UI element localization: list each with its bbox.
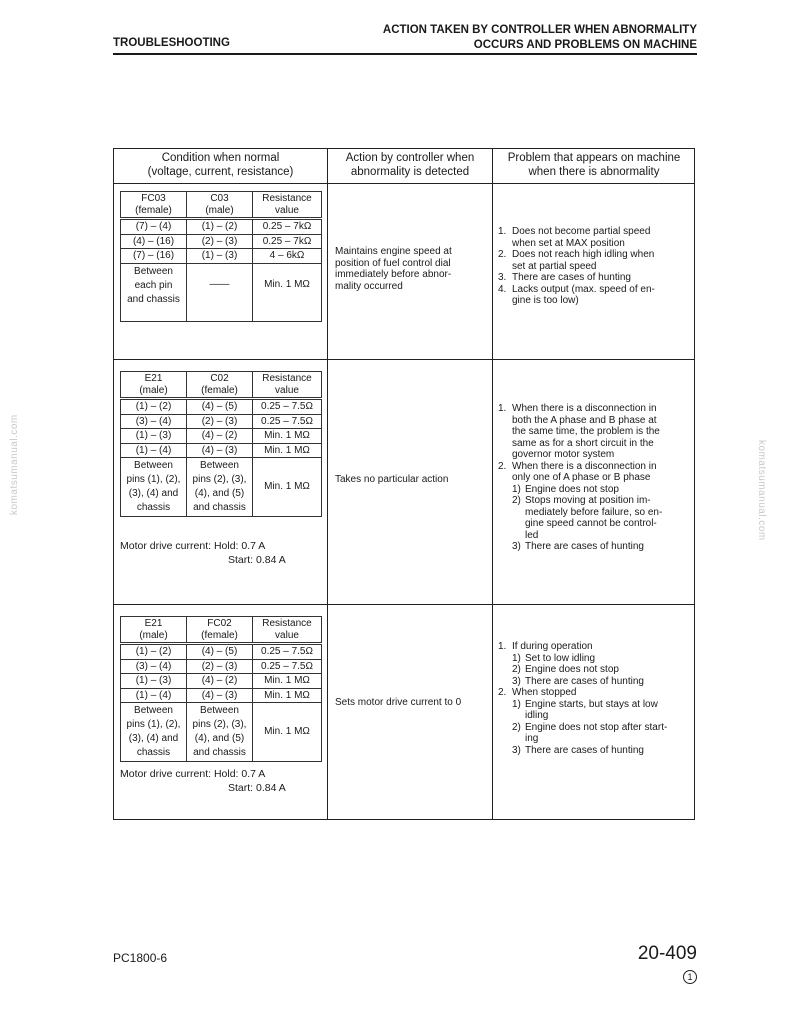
page-heading (383, 23, 697, 53)
resistance-table-e21-fc02 (120, 616, 322, 762)
motor-drive-current-2: Motor drive current: Hold: 0.7 A Start: 0.84 A (120, 768, 286, 794)
controller-action-1: Maintains engine speed at position of fuel control dial immediately before abnor- mality occurred (335, 246, 452, 292)
list-item: 1. If during operation (498, 641, 593, 652)
list-subitem: 3) There are cases of hunting (512, 675, 644, 687)
column-header-condition (114, 151, 327, 179)
table-row: (1) – (4) (4) – (3) Min. 1 MΩ (121, 688, 322, 703)
list-item: 1. Does not become partial speed when set at MAX position (498, 226, 651, 249)
column-header-action (328, 151, 492, 179)
list-subitem: 3) There are cases of hunting (512, 541, 644, 552)
watermark-right: komatsumanual.com (756, 440, 767, 541)
header-rule (113, 53, 697, 55)
column-header-action-line2: abnormality is detected (350, 166, 470, 178)
table-row: (1) – (2) (4) – (5) 0.25 – 7.5Ω (121, 644, 322, 660)
machine-problems-1 (498, 226, 694, 307)
list-item: 2. When stopped (498, 687, 577, 698)
resistance-table-header (121, 617, 322, 644)
troubleshooting-table (113, 148, 695, 820)
page-number: 20-409 (637, 943, 697, 964)
column-header-problem (493, 151, 695, 179)
list-item: 3. There are cases of hunting (498, 272, 631, 283)
resistance-header: Resistance value (253, 617, 322, 644)
table-row: (4) – (16) (2) – (3) 0.25 – 7kΩ (121, 234, 322, 249)
resistance-header: Resistance value (253, 192, 322, 219)
resistance-table-header (121, 192, 322, 219)
column-divider (492, 149, 493, 819)
resistance-table-fc03-c03 (120, 191, 322, 322)
revision-mark: 1 (683, 970, 697, 984)
machine-problems-2 (498, 403, 694, 553)
table-row: Between pins (1), (2), (3), (4) and chassis Between pins (2), (3), (4), and (5) and chassis Min. 1 MΩ (121, 458, 322, 517)
table-row: Between pins (1), (2), (3), (4) and chassis Between pins (2), (3), (4), and (5) and chassis Min. 1 MΩ (121, 703, 322, 762)
connector-header: FC02 (female) (187, 617, 253, 644)
resistance-table-header (121, 372, 322, 399)
table-row: (3) – (4) (2) – (3) 0.25 – 7.5Ω (121, 659, 322, 674)
watermark-left: komatsumanual.com (9, 414, 20, 515)
table-row: (1) – (3) (4) – (2) Min. 1 MΩ (121, 429, 322, 444)
list-subitem: 2) Stops moving at position im- mediately before failure, so en- gine speed cannot be control- led (512, 495, 663, 541)
table-row: (1) – (2) (4) – (5) 0.25 – 7.5Ω (121, 399, 322, 415)
connector-header: E21 (male) (121, 617, 187, 644)
column-header-condition-line2: (voltage, current, resistance) (147, 166, 294, 178)
page-heading-line1: ACTION TAKEN BY CONTROLLER WHEN ABNORMALITY (382, 24, 697, 36)
connector-header: C03 (male) (187, 192, 253, 219)
resistance-header: Resistance value (253, 372, 322, 399)
list-item: 2. Does not reach high idling when set at partial speed (498, 249, 655, 272)
section-title: TROUBLESHOOTING (113, 37, 230, 49)
table-row: (7) – (4) (1) – (2) 0.25 – 7kΩ (121, 219, 322, 235)
list-subitem: 1) Engine starts, but stays at low idling (512, 698, 658, 721)
table-row: Between each pin and chassis —— Min. 1 MΩ (121, 263, 322, 321)
controller-action-2: Takes no particular action (335, 474, 449, 485)
row-divider (114, 359, 694, 360)
list-subitem: 1) Set to low idling (512, 652, 596, 664)
resistance-table-e21-c02 (120, 371, 322, 517)
header-row-rule (114, 183, 694, 184)
machine-problems-3 (498, 641, 694, 756)
connector-header: FC03 (female) (121, 192, 187, 219)
list-subitem: 2) Engine does not stop after start- ing (512, 721, 668, 744)
motor-drive-current-1: Motor drive current: Hold: 0.7 A Start: 0.84 A (120, 540, 286, 566)
row-divider (114, 604, 694, 605)
list-subitem: 2) Engine does not stop (512, 664, 619, 675)
column-divider (327, 149, 328, 819)
table-row: (7) – (16) (1) – (3) 4 – 6kΩ (121, 249, 322, 264)
table-row: (1) – (3) (4) – (2) Min. 1 MΩ (121, 674, 322, 689)
page-heading-line2: OCCURS AND PROBLEMS ON MACHINE (473, 39, 697, 51)
connector-header: C02 (female) (187, 372, 253, 399)
controller-action-3: Sets motor drive current to 0 (335, 697, 462, 708)
column-header-problem-line2: when there is abnormality (528, 166, 660, 178)
model-number: PC1800-6 (113, 951, 168, 965)
connector-header: E21 (male) (121, 372, 187, 399)
column-header-problem-line1: Problem that appears on machine (507, 152, 681, 164)
list-item: 1. When there is a disconnection in both the A phase and B phase at the same time, the problem is the same as for a short circuit in the governor motor system (498, 403, 660, 460)
list-item: 4. Lacks output (max. speed of en- gine is too low) (498, 283, 655, 306)
list-subitem: 3) There are cases of hunting (512, 744, 644, 756)
table-row: (1) – (4) (4) – (3) Min. 1 MΩ (121, 443, 322, 458)
table-row: (3) – (4) (2) – (3) 0.25 – 7.5Ω (121, 414, 322, 429)
list-item: 2. When there is a disconnection in only one of A phase or B phase (498, 460, 657, 483)
column-header-condition-line1: Condition when normal (161, 152, 280, 164)
column-header-action-line1: Action by controller when (345, 152, 475, 164)
list-subitem: 1) Engine does not stop (512, 483, 619, 495)
